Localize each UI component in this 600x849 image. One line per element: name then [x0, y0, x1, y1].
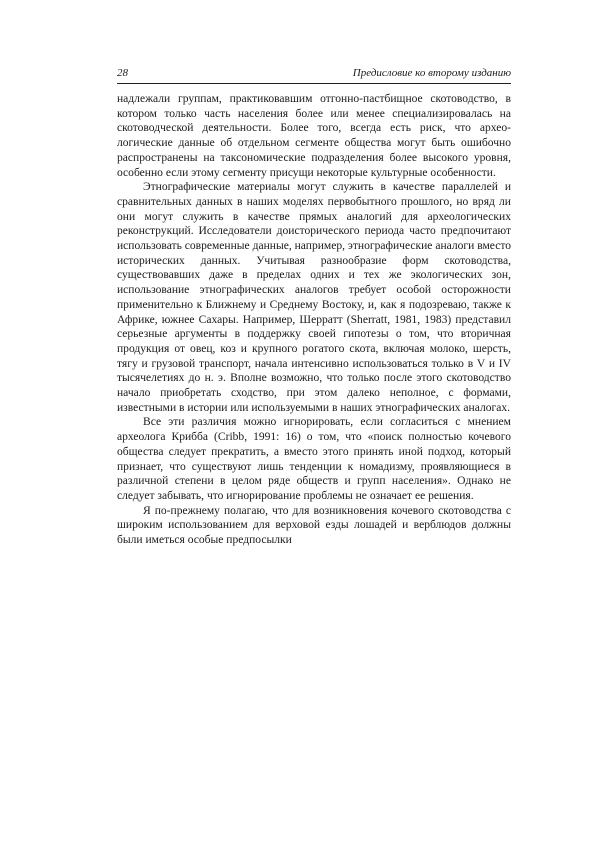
running-title: Предисловие ко второму изданию [352, 67, 511, 79]
page-number: 28 [117, 67, 128, 79]
paragraph-3: Все эти различия можно игнорировать, если согласиться с мнением археолога Крибба (Cribb, 1991: 16) о том, что «поиск полностью кочевого общества следует прекратить, а вместо этого принять иной подход, который признает, что существуют лишь тенденции к номадизму, проявляющиеся в различной степени в целом ряде обществ и групп населения». Однако не следует забывать, что игнорирование проблемы не означает ее решения. [117, 416, 511, 502]
paragraph-1: надлежали группам, практиковавшим отгонно-пастбищное скотоводство, в котором только часть населения более или менее специализировалась на скотоводческой деятельности. Более того, всегда есть риск, что археологические данные об отдельном сегменте общества могут быть ошибочно распространены на таксономические подразделения более высокого уровня, особенно если этому сегменту присущи некоторые культурные особенности. [117, 93, 511, 179]
paragraph-4: Я по-прежнему полагаю, что для возникновения кочевого скотоводства с широким использованием для верховой езды лошадей и верблюдов должны были иметься особые предпосылки [117, 504, 511, 547]
body-text [117, 92, 511, 548]
running-header [117, 66, 511, 84]
paragraph-2: Этнографические материалы могут служить в качестве параллелей и сравнительных данных в наших моделях первобытного прошлого, но вряд ли они могут служить в качестве прямых аналогий для археологических реконструкций. Исследователи доисторического периода часто предпочитают использовать современные данные, например, этнографические аналоги вместо исторических данных. Учитывая разнообразие форм скотоводства, существовавших даже в пределах одних и тех же экологических зон, использование этнографических аналогов требует особой осторожности применительно к Ближнему и Среднему Востоку, и, как я подозреваю, также к Африке, южнее Сахары. Например, Шерратт (Sherratt, 1981, 1983) представил серьезные аргументы в поддержку своей гипотезы о том, что вторичная продукция от овец, коз и крупного рогатого скота, включая молоко, шерсть, тягу и грузовой транспорт, начала интенсивно использоваться только в V и IV тысячелетиях до н. э. Вполне возможно, что только после этого скотоводство начало приобретать сходство, при этом далеко неполное, с формами, известными в истории или используемыми в наших этнографических аналогах. [117, 181, 511, 414]
document-page [117, 66, 511, 548]
